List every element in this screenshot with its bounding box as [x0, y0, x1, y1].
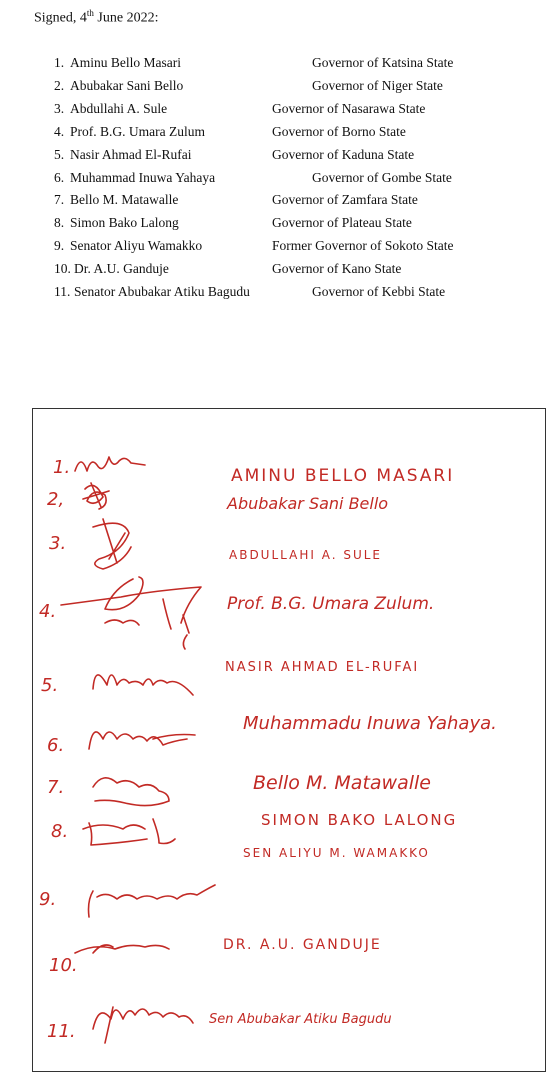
signatory-role: Governor of Nasarawa State — [272, 100, 426, 116]
handwritten-number: 3. — [49, 533, 67, 554]
signature-7-scribble — [93, 778, 169, 806]
signature-4-scribble — [61, 577, 201, 649]
handwritten-name: Bello M. Matawalle — [253, 772, 431, 794]
signatory-number: 9. — [54, 238, 65, 254]
handwritten-name: SEN ALIYU M. WAMAKKO — [243, 846, 430, 860]
signature-drawing — [33, 409, 547, 1073]
signatory-row — [0, 147, 560, 169]
signatory-role: Governor of Borno State — [272, 123, 406, 139]
signatory-row — [0, 101, 560, 123]
signature-3-scribble — [93, 519, 131, 569]
signatory-role: Governor of Kano State — [272, 261, 402, 277]
signatory-number: 5. — [54, 146, 65, 162]
signatory-name: Muhammad Inuwa Yahaya — [70, 169, 216, 185]
handwritten-number: 9. — [39, 889, 57, 910]
signatory-row — [0, 238, 560, 260]
signatory-name: Abdullahi A. Sule — [70, 100, 168, 116]
signatory-row — [0, 215, 560, 237]
signatory-role: Governor of Kaduna State — [272, 146, 415, 162]
handwritten-number: 6. — [47, 735, 65, 756]
signatory-name: Senator Aliyu Wamakko — [70, 238, 203, 254]
signatory-number: 1. — [54, 55, 65, 70]
handwritten-name: DR. A.U. GANDUJE — [223, 937, 382, 953]
signatory-number: 8. — [54, 215, 65, 231]
handwritten-number: 8. — [51, 821, 69, 842]
signatory-role: Governor of Gombe State — [312, 169, 452, 185]
handwritten-name: Prof. B.G. Umara Zulum. — [227, 594, 435, 614]
signatory-row — [0, 78, 560, 100]
signature-8-scribble — [83, 819, 175, 845]
signature-2-scribble — [83, 483, 109, 509]
signatory-name: Aminu Bello Masari — [70, 55, 181, 70]
signatory-role: Governor of Niger State — [312, 77, 443, 93]
signatory-number: 7. — [54, 192, 65, 208]
signatory-number: 10. — [54, 261, 71, 277]
signatory-role: Governor of Kebbi State — [312, 284, 446, 299]
handwritten-number: 4. — [39, 601, 57, 622]
signature-1-scribble — [75, 457, 145, 471]
handwritten-signature-sheet — [32, 408, 546, 1072]
signatory-role: Former Governor of Sokoto State — [272, 238, 454, 254]
handwritten-name: Muhammadu Inuwa Yahaya. — [243, 713, 497, 734]
signatory-name: Nasir Ahmad El-Rufai — [70, 146, 192, 162]
signatory-role: Governor of Plateau State — [272, 215, 412, 231]
signature-10-scribble — [75, 945, 169, 953]
signed-suffix: June 2022: — [93, 10, 159, 26]
signature-6-scribble — [89, 732, 195, 749]
signatory-number: 11. — [54, 284, 71, 299]
signatory-row — [0, 170, 560, 192]
signatory-name: Abubakar Sani Bello — [70, 77, 184, 93]
signatory-row — [0, 55, 560, 77]
handwritten-number: 11. — [47, 1021, 76, 1042]
signed-prefix: Signed, 4 — [34, 10, 87, 26]
handwritten-name: SIMON BAKO LALONG — [261, 811, 458, 829]
signature-9-scribble — [89, 885, 216, 917]
handwritten-name: NASIR AHMAD EL-RUFAI — [225, 660, 420, 675]
handwritten-number: 1. — [53, 457, 71, 478]
signatory-name: Dr. A.U. Ganduje — [74, 261, 169, 277]
handwritten-name: Abubakar Sani Bello — [227, 494, 389, 513]
signatory-row — [0, 192, 560, 214]
signatory-name: Senator Abubakar Atiku Bagudu — [74, 284, 250, 299]
signatory-name: Bello M. Matawalle — [70, 192, 179, 208]
signatory-number: 6. — [54, 169, 65, 185]
handwritten-name: AMINU BELLO MASARI — [231, 466, 455, 486]
signatory-number: 3. — [54, 100, 65, 116]
signatory-row — [0, 124, 560, 146]
handwritten-number: 7. — [47, 777, 65, 798]
handwritten-number: 5. — [41, 675, 59, 696]
signatory-row — [0, 261, 560, 283]
handwritten-name: ABDULLAHI A. SULE — [229, 548, 382, 562]
signed-date-heading — [34, 8, 158, 27]
signatory-name: Simon Bako Lalong — [70, 215, 179, 231]
signatory-name: Prof. B.G. Umara Zulum — [70, 123, 205, 139]
signature-5-scribble — [93, 675, 193, 695]
handwritten-name: Sen Abubakar Atiku Bagudu — [209, 1012, 392, 1027]
signed-superscript: th — [86, 8, 94, 18]
signatory-row — [0, 284, 560, 306]
signatory-role: Governor of Katsina State — [312, 55, 454, 70]
signatory-role: Governor of Zamfara State — [272, 192, 418, 208]
handwritten-number: 10. — [49, 955, 78, 976]
handwritten-number: 2, — [47, 489, 65, 510]
signatory-number: 2. — [54, 77, 65, 93]
signature-11-scribble — [93, 1007, 193, 1043]
signatory-number: 4. — [54, 123, 65, 139]
